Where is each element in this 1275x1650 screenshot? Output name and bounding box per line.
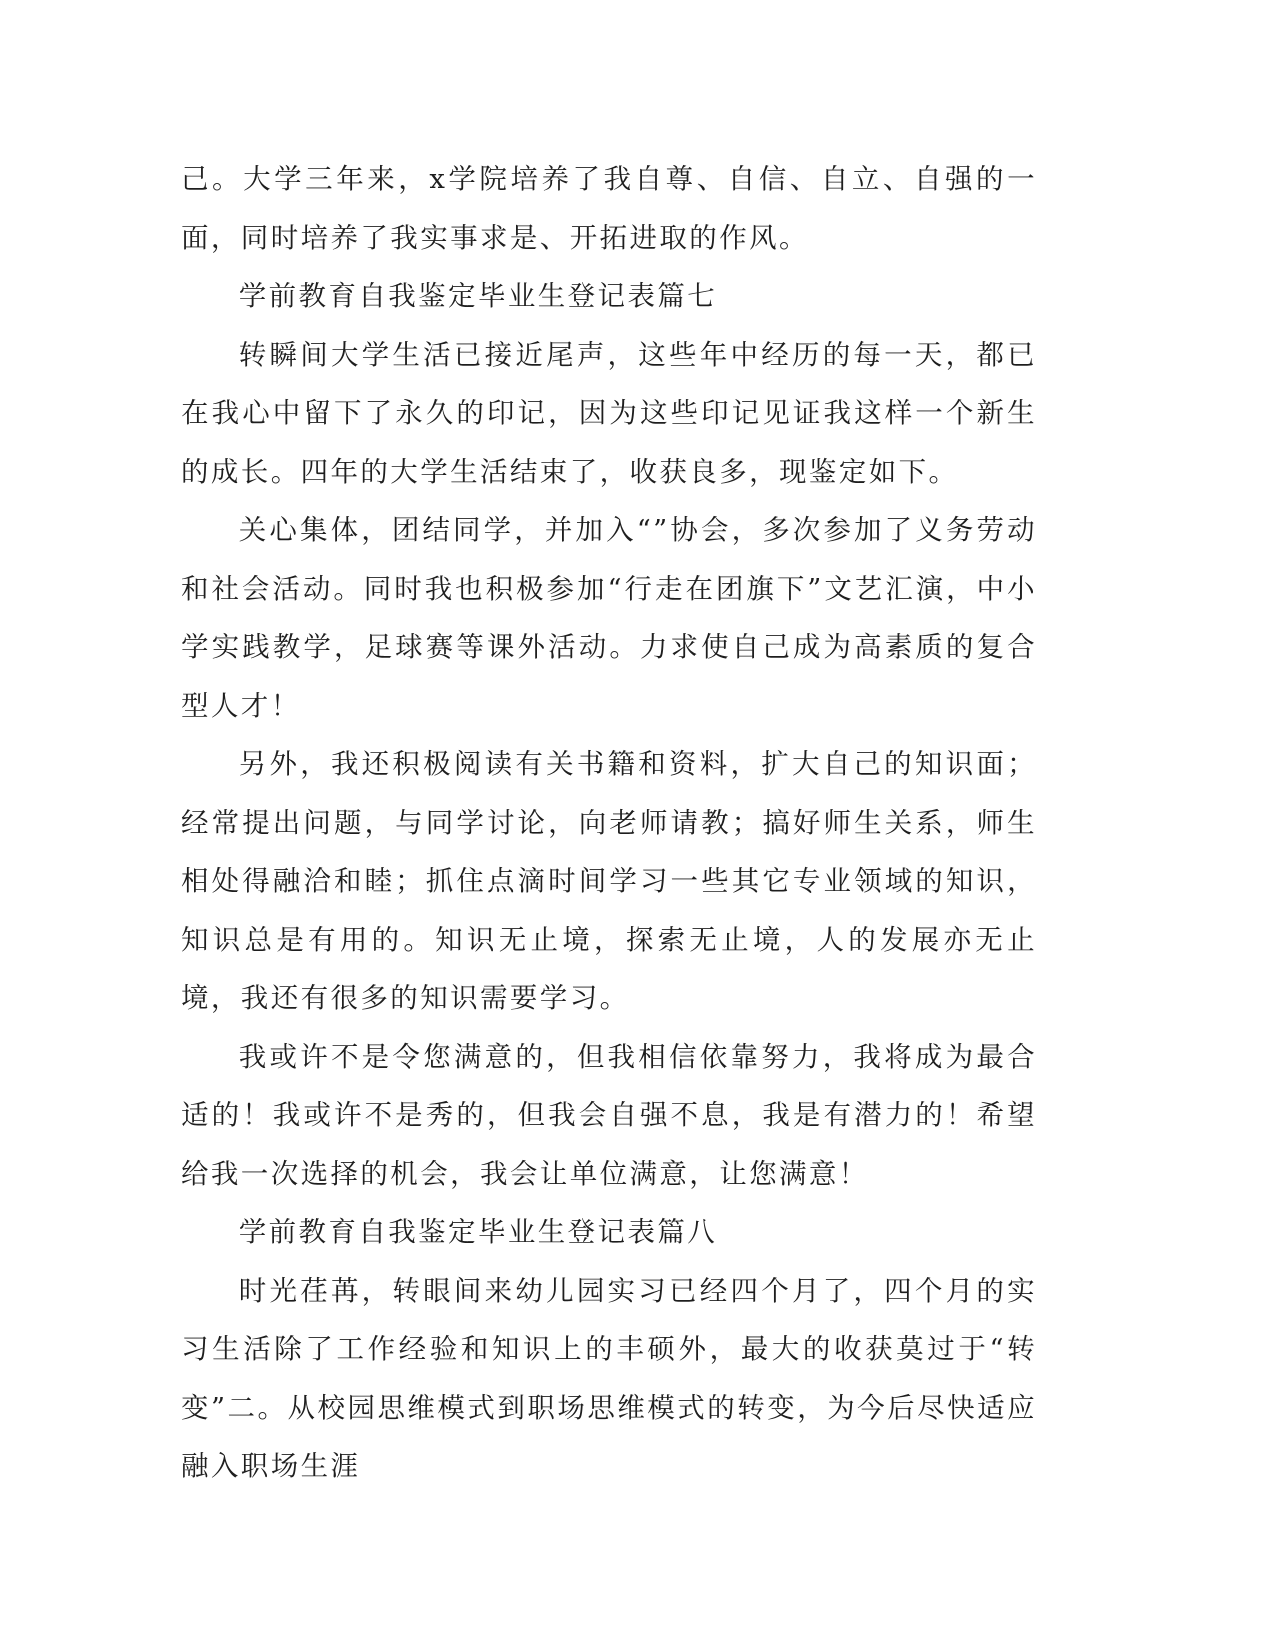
section-heading-8: 学前教育自我鉴定毕业生登记表篇八 [238,1216,718,1248]
paragraph: 我或许不是令您满意的，但我相信依靠努力，我将成为最合适的！我或许不是秀的，但我会自强不息，我是有潜力的！希望给我一次选择的机会，我会让单位满意，让您满意！ [181,1040,1037,1190]
paragraph: 关心集体，团结同学，并加入“”协会，多次参加了义务劳动和社会活动。同时我也积极参加“行走在团旗下”文艺汇演，中小学实践教学，足球赛等课外活动。力求使自己成为高素质的复合型人才！ [181,514,1037,722]
paragraph: 另外，我还积极阅读有关书籍和资料，扩大自己的知识面；经常提出问题，与同学讨论，向老师请教；搞好师生关系，师生相处得融洽和睦；抓住点滴时间学习一些其它专业领域的知识，知识总是有用的。知识无止境，探索无止境，人的发展亦无止境，我还有很多的知识需要学习。 [181,748,1037,1014]
paragraph-continued: 己。大学三年来，x学院培养了我自尊、自信、自立、自强的一面，同时培养了我实事求是、开拓进取的作风。 [181,163,1037,254]
section-heading-7: 学前教育自我鉴定毕业生登记表篇七 [238,280,718,312]
paragraph: 时光荏苒，转眼间来幼儿园实习已经四个月了，四个月的实习生活除了工作经验和知识上的丰硕外，最大的收获莫过于“转变”二。从校园思维模式到职场思维模式的转变，为今后尽快适应融入职场生涯 [181,1274,1037,1482]
paragraph: 转瞬间大学生活已接近尾声，这些年中经历的每一天，都已在我心中留下了永久的印记，因为这些印记见证我这样一个新生的成长。四年的大学生活结束了，收获良多，现鉴定如下。 [181,338,1037,488]
document-body [181,150,1037,1496]
